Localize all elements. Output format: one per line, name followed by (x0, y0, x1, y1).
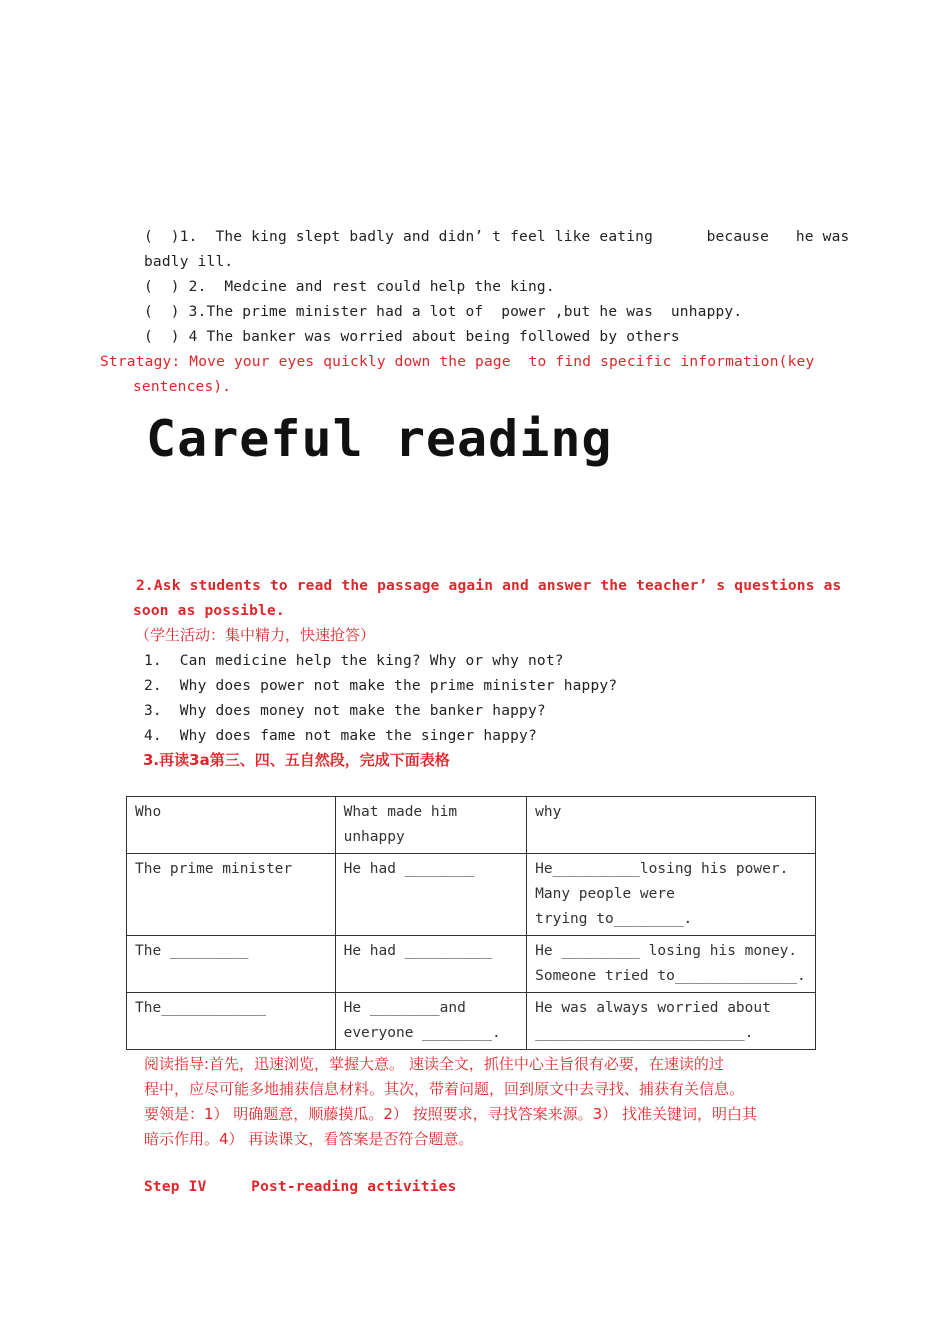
tf-item-2: ( ) 2. Medcine and rest could help the king. (144, 279, 555, 295)
table-cell: He _________ losing his money. Someone tried to______________. (527, 936, 816, 993)
question-1: 1. Can medicine help the king? Why or why not? (144, 653, 564, 669)
strategy-line-2: sentences). (133, 379, 232, 395)
table-cell: He ________and everyone ________. (335, 993, 527, 1050)
task2-line-2: soon as possible. (133, 603, 285, 619)
table-row (127, 936, 816, 993)
tf-item-3: ( ) 3.The prime minister had a lot of power ,but he was unhappy. (144, 304, 743, 320)
table-cell: The _________ (127, 936, 336, 993)
guide-line-3: 要领是：1） 明确题意，顺藤摸瓜。2） 按照要求，寻找答案来源。3） 找准关键词，明白其 (144, 1105, 757, 1123)
guide-line-4: 暗示作用。4） 再读课文，看答案是否符合题意。 (144, 1130, 474, 1148)
table-cell: He had ________ (335, 854, 527, 936)
table-row (127, 797, 816, 854)
question-3: 3. Why does money not make the banker happy? (144, 703, 546, 719)
table-row (127, 854, 816, 936)
question-2: 2. Why does power not make the prime minister happy? (144, 678, 618, 694)
table-cell: The prime minister (127, 854, 336, 936)
question-4: 4. Why does fame not make the singer happy? (144, 728, 537, 744)
step4-heading: Step IV Post-reading activities (144, 1179, 457, 1195)
table-cell: why (527, 797, 816, 854)
task2-line-1: 2.Ask students to read the passage again and answer the teacher’ s questions as (136, 578, 842, 594)
answer-table (126, 796, 816, 1050)
task3-heading: 3.再读3a第三、四、五自然段，完成下面表格 (143, 751, 450, 769)
guide-line-1: 阅读指导:首先，迅速浏览，掌握大意。 速读全文，抓住中心主旨很有必要，在速读的过 (144, 1055, 724, 1073)
tf-item-1: ( )1. The king slept badly and didn’ t feel like eating because he was (144, 229, 850, 245)
table-cell: What made him unhappy (335, 797, 527, 854)
strategy-line-1: Stratagy: Move your eyes quickly down the page to find specific information(key (100, 354, 815, 370)
table-cell: He__________losing his power. Many people were trying to________. (527, 854, 816, 936)
tf-item-1-cont: badly ill. (144, 254, 234, 270)
table-row (127, 993, 816, 1050)
section-heading: Careful reading (146, 410, 613, 468)
table-cell: He had __________ (335, 936, 527, 993)
activity-note: （学生活动：集中精力，快速抢答） (135, 626, 376, 644)
tf-item-4: ( ) 4 The banker was worried about being followed by others (144, 329, 680, 345)
table-cell: He was always worried about ________________________. (527, 993, 816, 1050)
guide-line-2: 程中，应尽可能多地捕获信息材料。其次，带着问题，回到原文中去寻找、捕获有关信息。 (144, 1080, 745, 1098)
table-cell: The____________ (127, 993, 336, 1050)
table-cell: Who (127, 797, 336, 854)
